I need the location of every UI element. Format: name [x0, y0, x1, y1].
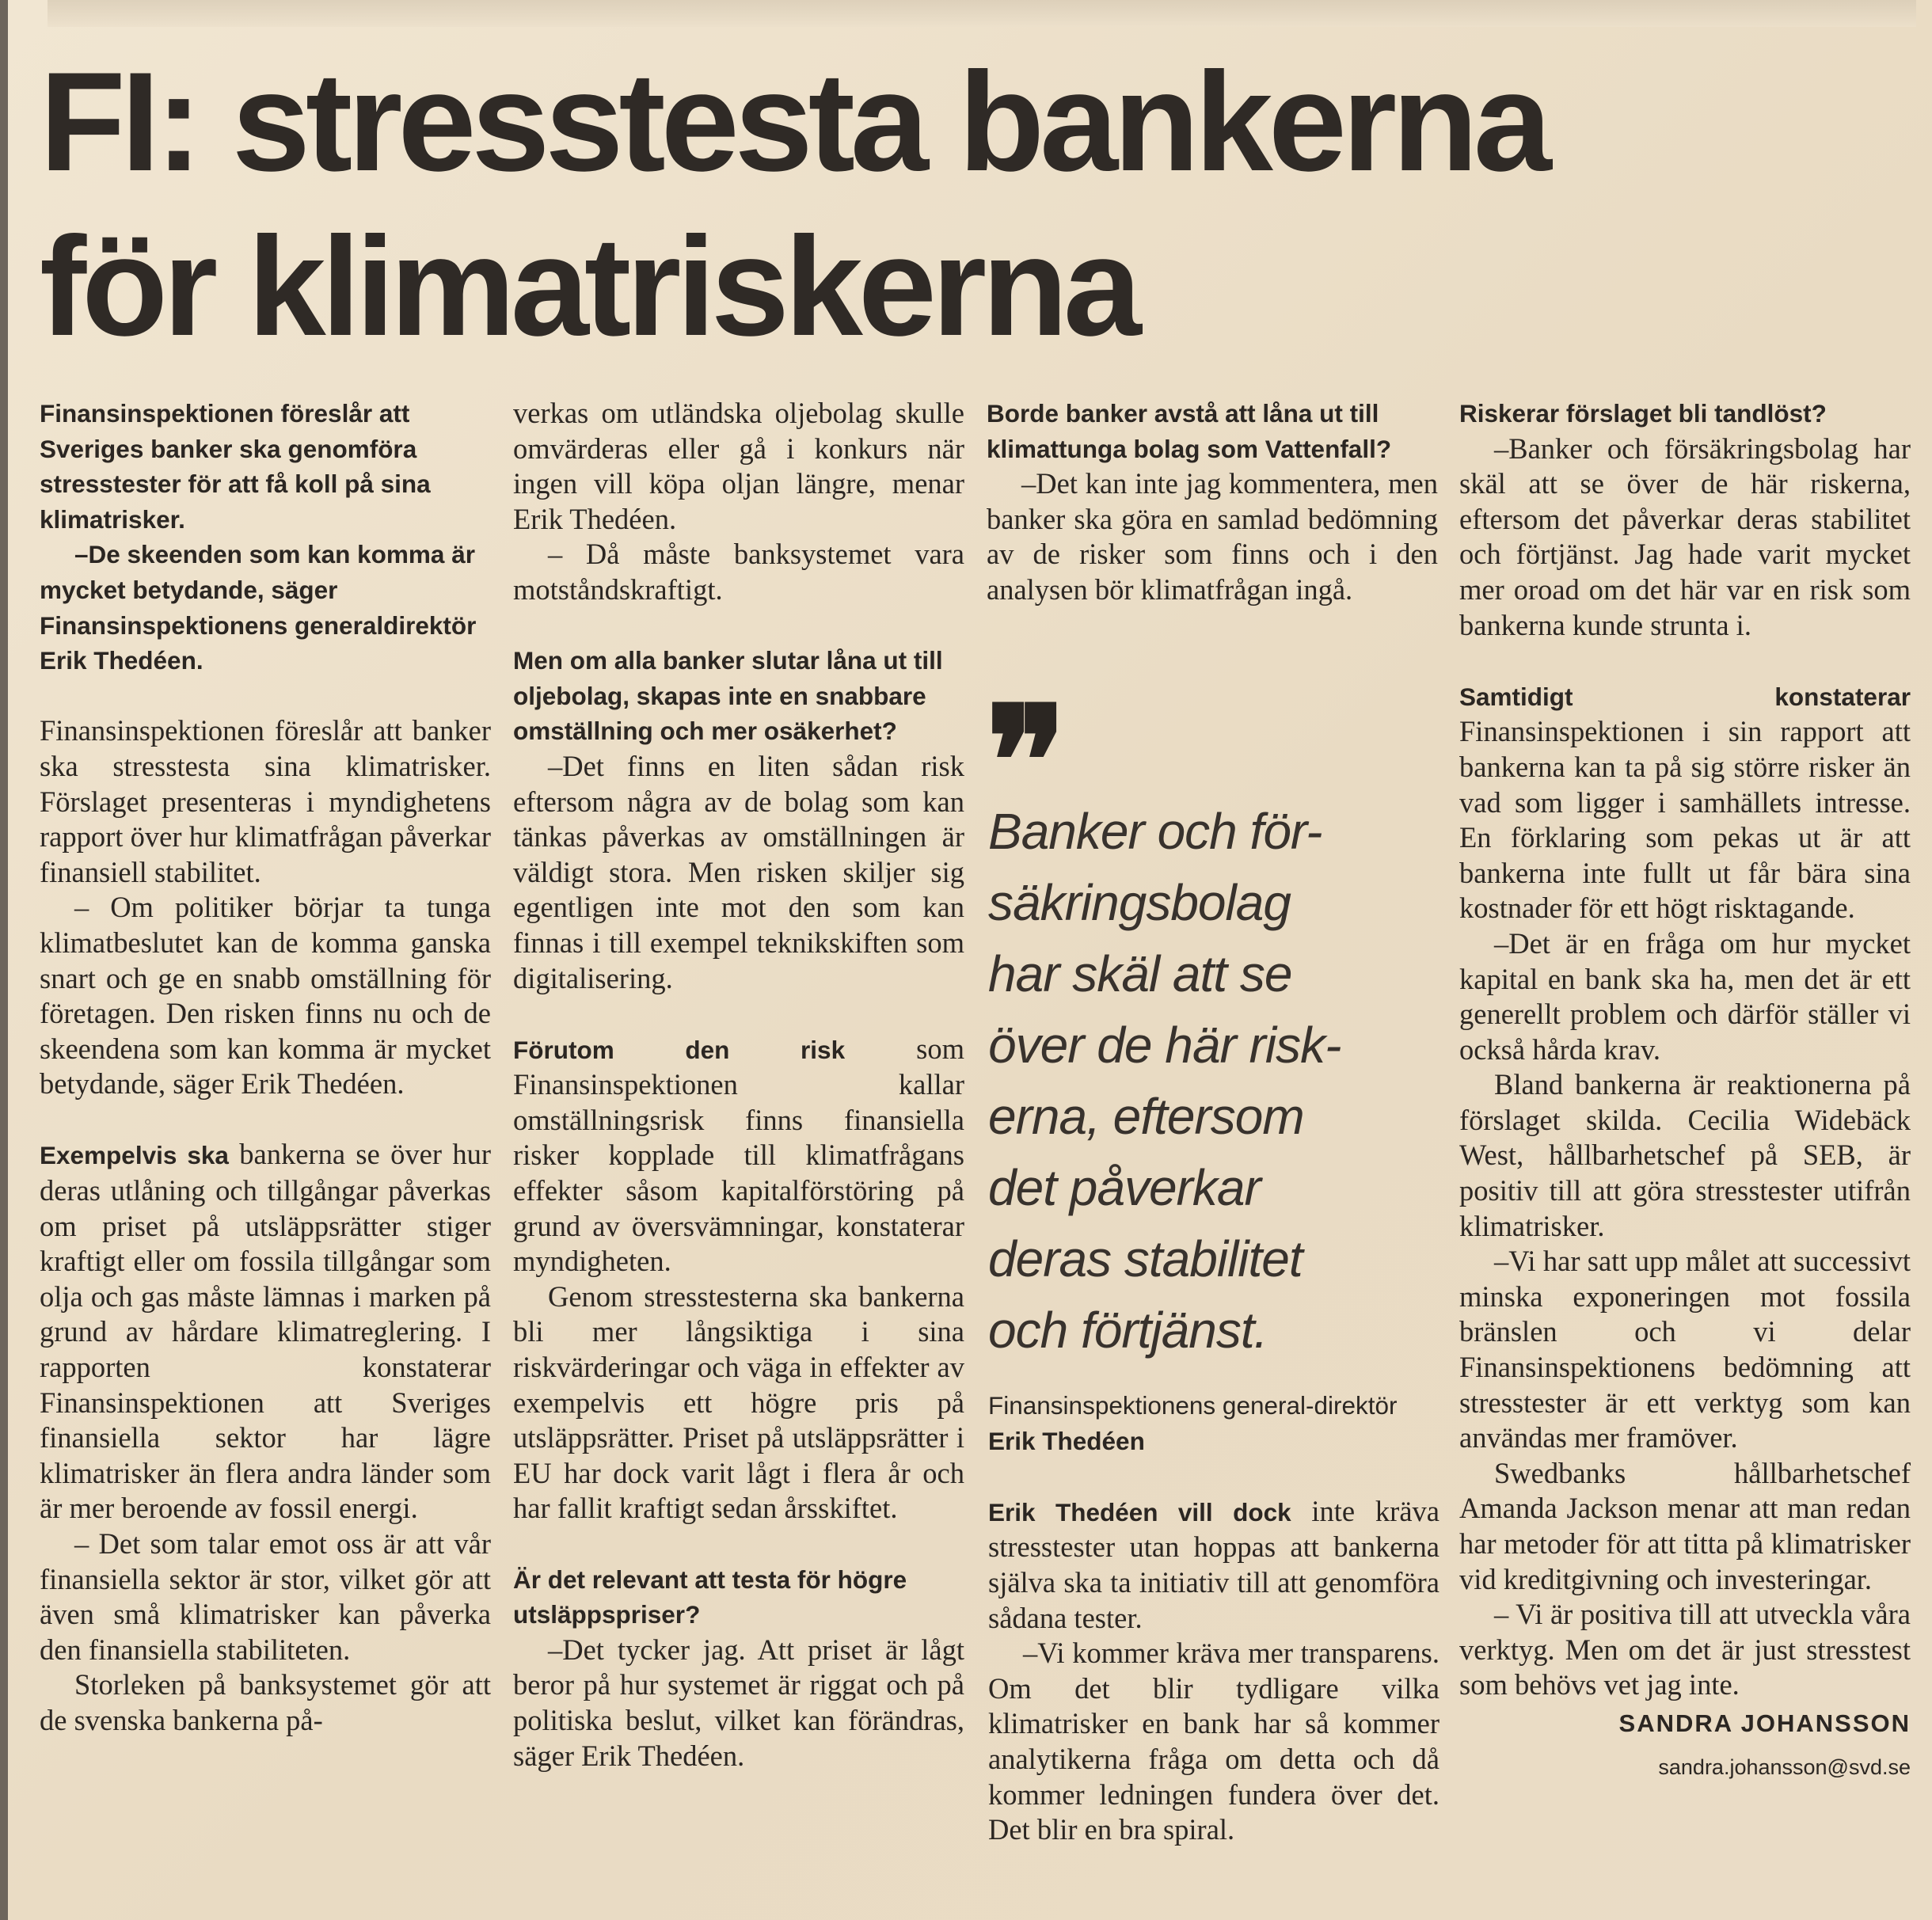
pull-quote-line: det påverkar	[988, 1159, 1261, 1216]
pull-quote-line: över de här risk-	[988, 1017, 1341, 1074]
body-paragraph: Genom stresstesterna ska bankerna bli mer långsiktiga i sina riskvärderingar och väga in effekter av exempelvis ett högre pris på utsläppsrätter. Priset på utsläppsrätter i EU har dock varit lågt i flera år och har fallit kraftigt sedan årsskiftet.	[513, 1279, 964, 1525]
body-paragraph: Finansinspektionen föreslår att banker ska stresstesta sina klimatrisker. Förslaget presenteras i myndighetens rapport över hur klimatfrågan påverkar finansiell stabilitet.	[40, 714, 491, 888]
author-byline: SANDRA JOHANSSON	[1618, 1709, 1911, 1737]
pull-quote-line: och förtjänst.	[988, 1302, 1268, 1359]
interview-question: Riskerar förslaget bli tandlöst?	[1459, 399, 1827, 428]
paragraph-text: som Finansinspektionen kallar omställningsrisk finns finansiella risker kopplade till klimatfrågans effekter såsom kapitalförstöring på grund av översvämningar, konstaterar myndigheten.	[513, 1032, 964, 1278]
body-paragraph: –Det är en fråga om hur mycket kapital en bank ska ha, men det är ett generellt problem och därför ställer vi också hårda krav.	[1459, 926, 1911, 1066]
body-paragraph: –Vi har satt upp målet att successivt minska exponeringen mot fossila bränslen och vi delar Finansinspektionens bedömning att stresstester är ett verktyg som kan användas mer framöver.	[1459, 1245, 1911, 1454]
pull-quote-line: erna, eftersom	[988, 1088, 1304, 1145]
body-paragraph: –Vi kommer kräva mer transparens. Om det blir tydligare vilka klimatrisker en bank har så kommer analytikerna fråga om detta och då kommer ledningen fundera över det. Det blir en bra spiral.	[988, 1637, 1439, 1846]
headline-line-1: FI: stresstesta bankerna	[40, 43, 1547, 200]
body-paragraph	[40, 1137, 491, 1526]
interview-question: Borde banker avstå att låna ut till klimattunga bolag som Vattenfall?	[987, 399, 1392, 463]
attribution-title: Finansinspektionens general-direktör	[988, 1391, 1398, 1420]
paragraph-lead-in: Samtidigt konstaterar	[1459, 682, 1911, 711]
paragraph-lead-in: Erik Thedéen vill dock	[988, 1497, 1291, 1526]
pull-quote-attribution	[988, 1388, 1439, 1458]
body-paragraph	[1459, 679, 1911, 926]
body-paragraph: – Det som talar emot oss är att vår finansiella sektor är stor, vilket gör att även små klimatrisker kan påverka den finansiella stabiliteten.	[40, 1527, 491, 1666]
lead-paragraph-1: Finansinspektionen föreslår att Sveriges banker ska genomföra stresstester för att få koll på sina klimatrisker.	[40, 399, 431, 534]
body-paragraph: Bland bankerna är reaktionerna på förslaget skilda. Cecilia Widebäck West, hållbarhetschef på SEB, är positiv till att göra stresstester utifrån klimatrisker.	[1459, 1068, 1911, 1242]
pull-quote-line: har skäl att se	[988, 945, 1292, 1002]
interview-question: Är det relevant att testa för högre utsläppspriser?	[513, 1565, 907, 1629]
interview-question: Men om alla banker slutar låna ut till oljebolag, skapas inte en snabbare omställning och mer osäkerhet?	[513, 646, 943, 746]
body-paragraph: – Om politiker börjar ta tunga klimatbeslutet kan de komma ganska snart och ge en snabb omställning för företagen. Den risken finns nu och de skeendena som kan komma är mycket betydande, säger Erik Thedéen.	[40, 891, 491, 1101]
paragraph-lead-in: Förutom den risk	[513, 1035, 846, 1064]
pull-quote-line: Banker och för-	[988, 803, 1322, 860]
column-4	[1459, 396, 1911, 1785]
body-paragraph: – Vi är positiva till att utveckla våra verktyg. Men om det är just stresstest som behövs vet jag inte.	[1459, 1598, 1911, 1701]
column-1	[40, 396, 491, 1739]
interview-answer: –Det finns en liten sådan risk eftersom några av de bolag som kan tänkas påverkas av omställningen är väldigt stora. Men risken skiljer sig egentligen inte mot den som kan finnas i till exempel teknikskiften som digitalisering.	[513, 749, 964, 994]
paragraph-text: Finansinspektionen i sin rapport att bankerna kan ta på sig större risker än vad som ligger i samhällets intresse. En förklaring som pekas ut är att bankerna inte fullt ut får bära sina kostnader för ett högt risktagande.	[1459, 715, 1911, 925]
pull-quote-line: deras stabilitet	[988, 1230, 1303, 1287]
quotation-mark-icon: ❞	[986, 681, 1067, 847]
interview-answer: –Det tycker jag. Att priset är lågt beror på hur systemet är riggat och på politiska beslut, vilket kan förändras, säger Erik Thedéen.	[513, 1633, 964, 1772]
pull-quote-line: säkringsbolag	[988, 874, 1291, 931]
headline-line-2: för klimatriskerna	[40, 207, 1137, 365]
column-3	[987, 396, 1438, 608]
body-paragraph	[513, 1032, 964, 1279]
attribution-name: Erik Thedéen	[988, 1426, 1145, 1455]
left-margin-rule	[0, 0, 8, 1920]
paragraph-text: bankerna se över hur deras utlåning och tillgångar påverkas om priset på utsläppsrätter stiger kraftigt eller om fossila tillgångar som olja och gas måste lämnas i marken på grund av hårdare klimatreglering. I rapporten konstaterar Finansinspektionen att Sveriges finansiella sektor har lägre klimatrisker än flera andra länder som är mer beroende av fossil energi.	[40, 1138, 492, 1525]
interview-answer: –Det kan inte jag kommentera, men banker ska göra en samlad bedömning av de risker som finns och i den analysen bör klimatfrågan ingå.	[987, 467, 1438, 606]
body-paragraph: verkas om utländska oljebolag skulle omvärderas eller gå i konkurs när ingen vill köpa oljan längre, menar Erik Thedéen.	[513, 397, 964, 535]
pull-quote-attribution-block	[988, 1388, 1439, 1848]
column-2	[513, 396, 964, 1774]
body-paragraph	[988, 1494, 1439, 1636]
paragraph-text: inte kräva stresstester utan hoppas att bankerna själva ska ta initiativ till att genomföra sådana tester.	[988, 1494, 1439, 1634]
adjacent-page-strip	[48, 0, 1916, 27]
body-paragraph: Storleken på banksystemet gör att de svenska bankerna på-	[40, 1668, 491, 1736]
author-email: sandra.johansson@svd.se	[1658, 1755, 1911, 1779]
interview-answer: –Banker och försäkringsbolag har skäl att se över de här riskerna, eftersom det påverkar deras stabilitet och förtjänst. Jag hade varit mycket mer oroad om det här var en risk som bankerna kunde strunta i.	[1459, 432, 1911, 641]
pull-quote	[988, 796, 1455, 1366]
lead-paragraph-2: –De skeenden som kan komma är mycket betydande, säger Finansinspektionens generaldirektör Erik Thedéen.	[40, 540, 477, 675]
body-paragraph: – Då måste banksystemet vara motståndskraftigt.	[513, 538, 964, 606]
paragraph-lead-in: Exempelvis ska	[40, 1141, 229, 1170]
article-headline	[40, 40, 1908, 369]
body-paragraph: Swedbanks hållbarhetschef Amanda Jackson menar att man redan har metoder för att titta på klimatrisker vid kreditgivning och investeringar.	[1459, 1456, 1911, 1595]
